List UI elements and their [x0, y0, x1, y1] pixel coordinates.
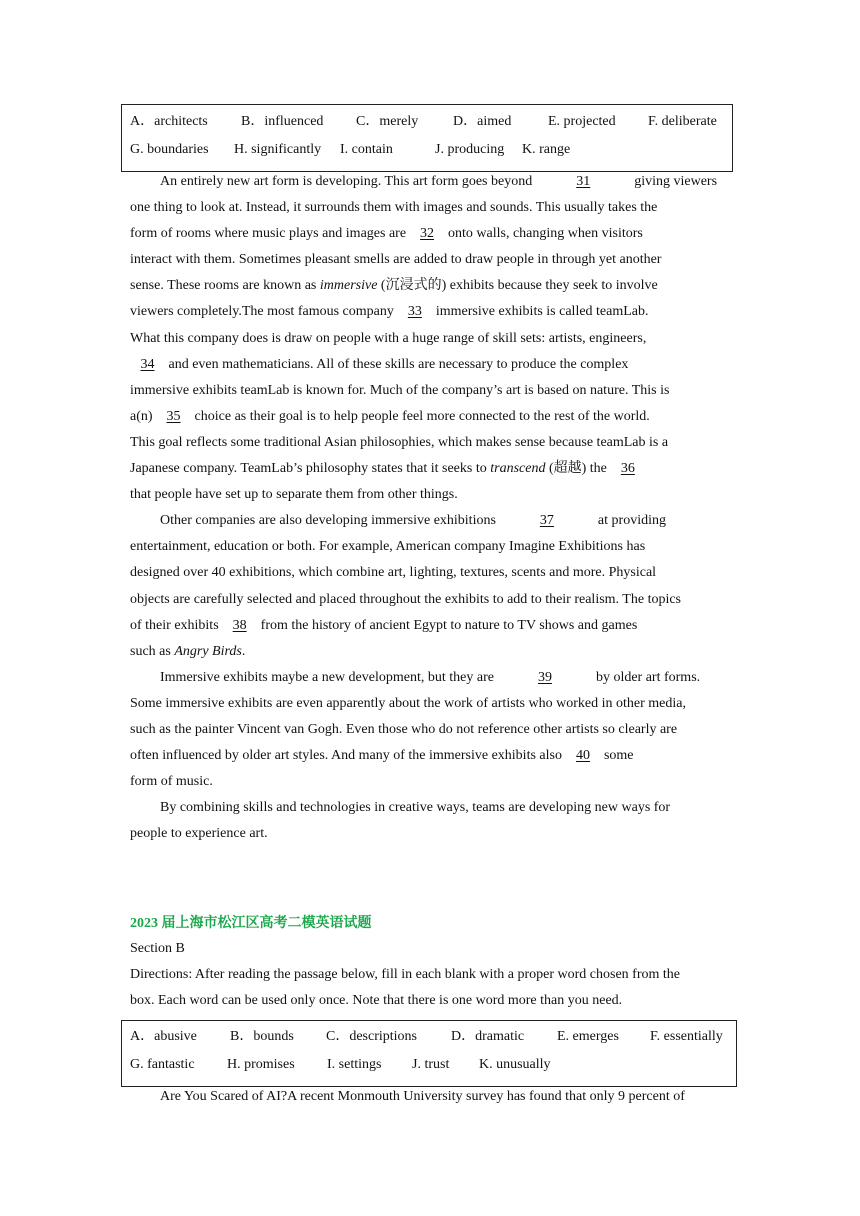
word-option: E. projected	[548, 114, 616, 129]
word-option: A．architects	[130, 114, 208, 129]
blank-31[interactable]: 31	[576, 174, 591, 189]
passage-1	[130, 169, 736, 847]
word-box-1	[121, 104, 733, 172]
word-option: D．aimed	[453, 114, 512, 129]
word-option: D．dramatic	[451, 1029, 525, 1044]
blank-32[interactable]: 32	[420, 226, 435, 242]
blank-37[interactable]: 37	[539, 513, 554, 529]
exam-title: 2023 届上海市松江区高考二模英语试题	[130, 916, 372, 931]
word-option: B．bounds	[230, 1029, 294, 1044]
word-option: K. range	[522, 142, 571, 157]
word-option: K. unusually	[479, 1057, 551, 1072]
paragraph: By combining skills and technologies in creative ways, teams are developing new ways for people to experience art.	[130, 800, 671, 842]
paragraph: An entirely new art form is developing. This art form goes beyond 31 giving viewers one thing to look at. Instead, it surrounds them with images and sounds. This usually takes the form of rooms where music plays and images are 32 onto walls, changing when visitors interact with them. Sometimes pleasant smells are added to draw people in through yet another sense. These rooms are known as immersive (沉浸式的) exhibits because they seek to involve viewers completely.The most famous company 33 immersive exhibits is called teamLab. What this company does is draw on people with a huge range of skill sets: artists, engineers, 34 and even mathematicians. All of these skills are necessary to produce the complex immersive exhibits teamLab is known for. Much of the company’s art is based on nature. This is a(n) 35 choice as their goal is to help people feel more connected to the rest of the world. This goal reflects some traditional Asian philosophies, which makes sense because teamLab is a Japanese company. TeamLab’s philosophy states that it seeks to transcend (超越) the 36 that people have set up to separate them from other things.	[130, 174, 718, 503]
word-option: J. producing	[435, 142, 505, 157]
word-option: A．abusive	[130, 1029, 197, 1044]
directions-line-2: box. Each word can be used only once. Note that there is one word more than you need.	[130, 993, 623, 1008]
word-option: H. promises	[227, 1057, 295, 1072]
blank-34[interactable]: 34	[140, 356, 155, 372]
word-option: B．influenced	[241, 114, 324, 129]
paragraph: Other companies are also developing immersive exhibitions 37 at providing entertainment, education or both. For example, American company Imagine Exhibitions has designed over 40 exhibitions, which combine art, lighting, textures, scents and more. Physical objects are carefully selected and placed throughout the exhibits to add to their realism. The topics of their exhibits 38 from the history of ancient Egypt to nature to TV shows and games such as Angry Birds.	[130, 513, 682, 659]
word-option: F. deliberate	[648, 114, 717, 129]
word-option: E. emerges	[557, 1029, 619, 1044]
paragraph: Immersive exhibits maybe a new development, but they are 39 by older art forms. Some immersive exhibits are even apparently about the work of artists who worked in other media, such as the painter Vincent van Gogh. Even those who do not reference other artists so clearly are often influenced by older art styles. And many of the immersive exhibits also 40 some form of music.	[130, 669, 701, 790]
blank-39[interactable]: 39	[537, 669, 552, 685]
blank-36[interactable]: 36	[620, 461, 635, 477]
blank-35[interactable]: 35	[166, 408, 181, 424]
word-option: G. fantastic	[130, 1057, 195, 1072]
word-option: J. trust	[412, 1057, 450, 1072]
blank-33[interactable]: 33	[407, 304, 422, 320]
word-option: C．descriptions	[326, 1029, 417, 1044]
word-option: G. boundaries	[130, 142, 209, 157]
passage-2-first-line: Are You Scared of AI?A recent Monmouth University survey has found that only 9 percent of	[160, 1089, 685, 1104]
directions-line-1: Directions: After reading the passage below, fill in each blank with a proper word chosen from the	[130, 967, 680, 982]
word-option: I. settings	[327, 1057, 382, 1072]
word-option: C．merely	[356, 114, 419, 129]
word-option: H. significantly	[234, 142, 322, 157]
blank-40[interactable]: 40	[575, 748, 590, 764]
word-option: F. essentially	[650, 1029, 723, 1044]
word-box-2	[121, 1020, 737, 1087]
word-option: I. contain	[340, 142, 393, 157]
text: An entirely new art form is developing. This art form goes beyond	[160, 174, 536, 189]
section-label: Section B	[130, 941, 185, 956]
blank-38[interactable]: 38	[232, 617, 247, 633]
